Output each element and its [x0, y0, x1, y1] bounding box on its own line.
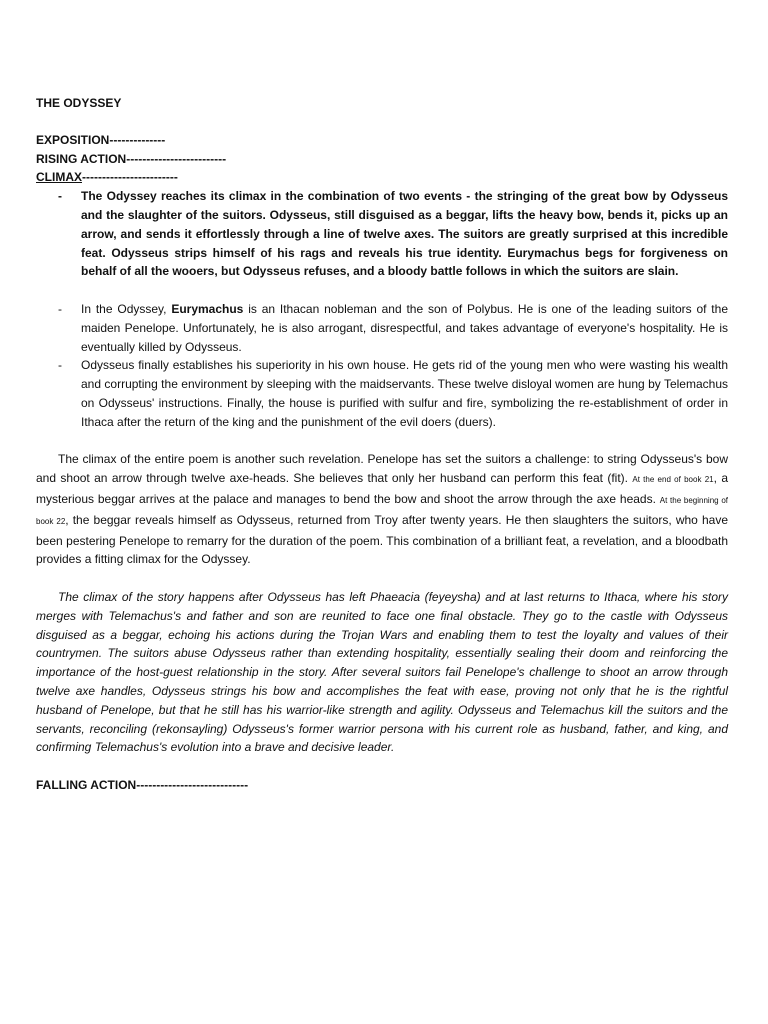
bullet-text: The Odyssey reaches its climax in the combination of two events - the stringing of the great bow by Odysseus and the slaughter of the suitors. Odysseus, still disguised as a beggar, lifts the heavy bow, bends it, picks up an arrow, and sends it effortlessly through a line of twelve axes. The suitors are greatly surprised at this incredible feat. Odysseus strips himself of his rags and reveals his true identity. Eurymachus begs for forgiveness on behalf of all the wooers, but Odysseus refuses, and a bloody battle follows in which the suitors are slain.: [81, 189, 728, 279]
spacer: [36, 432, 728, 451]
bullet-name-eurymachus: Eurymachus: [171, 301, 244, 316]
bullet-dash: -: [58, 189, 62, 204]
bullet-item-superiority: [36, 356, 728, 431]
bullet-item-eurymachus: [36, 300, 728, 356]
bullet-text-part1: In the Odyssey,: [81, 301, 172, 316]
bullet-item-climax-events: [36, 187, 728, 281]
paragraph-text-part3: , the beggar reveals himself as Odysseus, returned from Troy after twenty years. He then slaughters the suitors, who have been pestering Penelope to remarry for the duration of the poem. This combination of a brilliant feat, a revelation, and a bloodbath provides a fitting climax for the Odyssey.: [36, 512, 728, 567]
document-page: [36, 94, 728, 795]
bullet-text-part2: is an Ithacan nobleman and the son of Polybus. He is one of the leading suitors of the maiden Penelope. Unfortunately, he is also arrogant, disrespectful, and takes advantage of everyone's hospitality. He is eventually killed by Odysseus.: [81, 301, 728, 354]
climax-dashes: ------------------------: [82, 170, 178, 185]
bullet-spacer: [36, 281, 728, 300]
rising-action-heading: RISING ACTION-------------------------: [36, 151, 227, 166]
climax-story-paragraph: The climax of the story happens after Odysseus has left Phaeacia (feyeysha) and at last returns to Ithaca, where his story merges with Telemachus's and father and son are reunited to face one final obstacle. They go to the castle with Odysseus disguised as a beggar, echoing his actions during the Trojan Wars and enabling them to test the loyalty and values of their countrymen. The suitors abuse Odysseus rather than extending hospitality, essentially sealing their doom and reinforcing the importance of the host-guest relationship in the story. After several suitors fail Penelope's challenge to shoot an arrow through twelve axe handles, Odysseus strings his bow and accomplishes the feat with ease, proving not only that he is the rightful husband of Penelope, but that he still has his warrior-like strength and agility. Odysseus and Telemachus kill the suitors and the servants, reconciling (rekonsayling) Odysseus's former warrior persona with his current role as husband, father, and king, and confirming Telemachus's evolution into a brave and decisive leader.: [36, 589, 728, 755]
document-title: THE ODYSSEY: [36, 96, 122, 110]
climax-heading: [36, 168, 728, 187]
falling-action-heading: FALLING ACTION----------------------------: [36, 777, 249, 792]
paragraph-text-part1: The climax of the entire poem is another such revelation. Penelope has set the suitors a challenge: to string Odysseus's bow and shoot an arrow through twelve axe-heads. She believes that only her husband can perform this feat (fit).: [36, 452, 728, 486]
bullet-dash: -: [58, 358, 62, 373]
small-note-book22: At the beginning of book 22: [36, 495, 728, 526]
paragraph-text-part2: , a mysterious beggar arrives at the palace and manages to bend the bow and shoot the arrow through the axe heads.: [36, 471, 729, 506]
climax-bullet-list: [36, 187, 728, 431]
bullet-dash: -: [58, 301, 62, 316]
small-note-book21: At the end of book 21: [632, 475, 714, 485]
bullet-text: Odysseus finally establishes his superiority in his own house. He gets rid of the young men who were wasting his wealth and corrupting the environment by sleeping with the maidservants. These twelve disloyal women are hung by Telemachus on Odysseus' instructions. Finally, the house is purified with sulfur and fire, symbolizing the re-establishment of order in Ithaca after the return of the king and the punishment of the evil doers (duers).: [81, 358, 728, 429]
spacer: [36, 757, 728, 776]
spacer: [36, 569, 728, 588]
climax-label: CLIMAX: [36, 170, 82, 185]
exposition-heading: EXPOSITION--------------: [36, 132, 166, 147]
climax-revelation-paragraph: [36, 450, 728, 569]
